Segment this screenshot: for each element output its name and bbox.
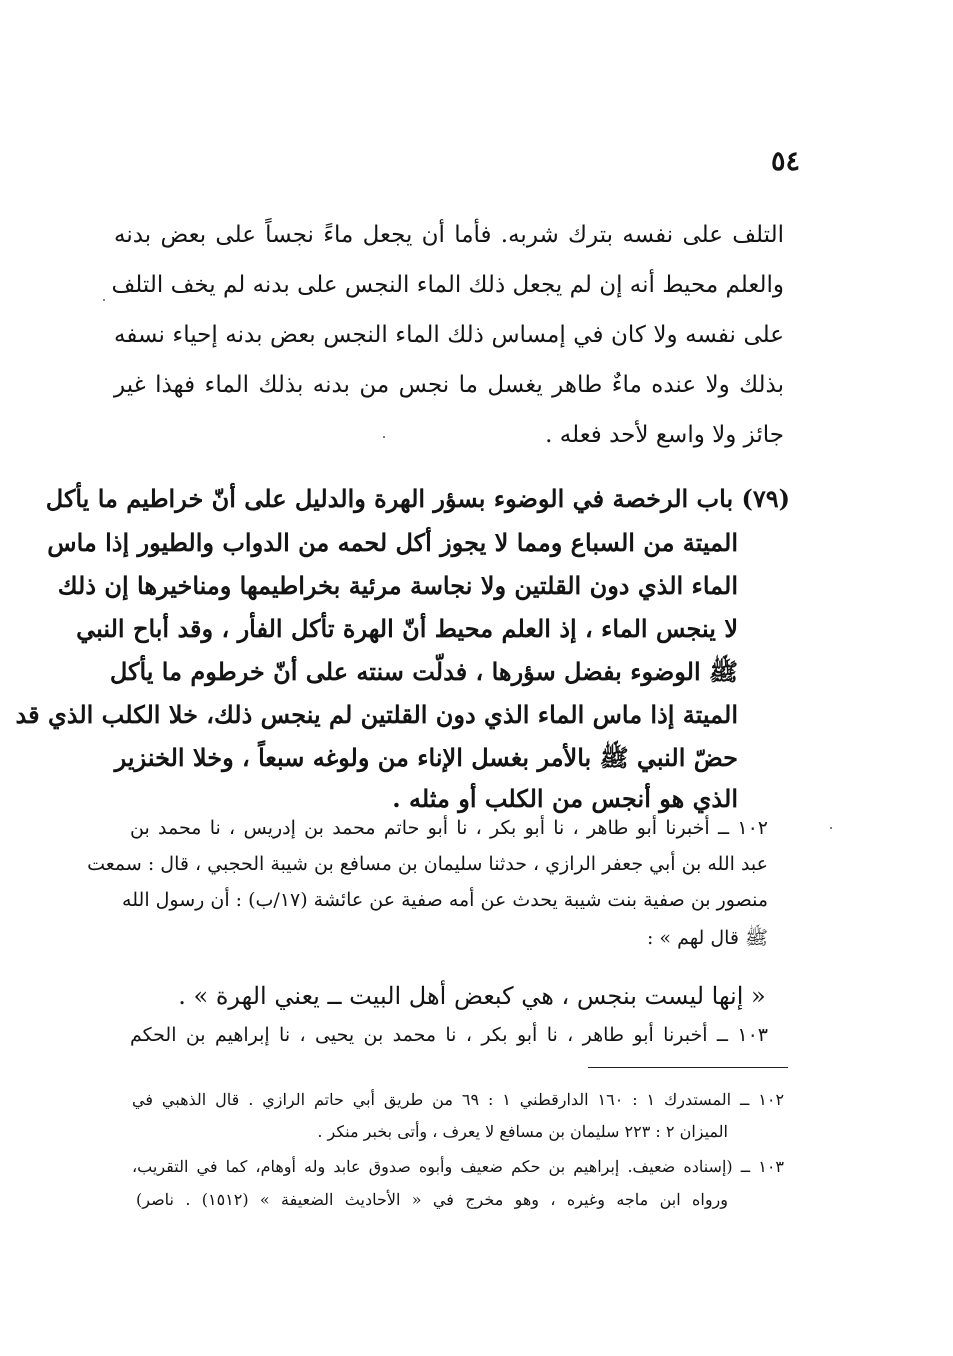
footnote-line: ١٠٢ ــ المستدرك ١ : ١٦٠ الدارقطني ١ : ٦٩ من طريق أبي حاتم الرازي . قال الذهبي في (132, 1090, 785, 1109)
chapter-heading-line: الماء الذي دون القلتين ولا نجاسة مرئية بخراطيمها ومناخيرها إن ذلك (57, 571, 738, 600)
page-number: ٥٤ (770, 146, 800, 177)
footnote-rule (588, 1067, 788, 1068)
body-line: بذلك ولا عنده ماءٌ طاهر يغسل ما نجس من بدنه بذلك الماء فهذا غير (114, 372, 784, 398)
chapter-heading-line: الميتة من السباع ومما لا يجوز أكل لحمه من الدواب والطيور إذا ماس (47, 528, 738, 557)
body-line: والعلم محيط أنه إن لم يجعل ذلك الماء النجس على بدنه لم يخف التلف (111, 272, 784, 298)
chapter-heading-line: (٧٩) باب الرخصة في الوضوء بسؤر الهرة والدليل على أنّ خراطيم ما يأكل (45, 484, 790, 513)
chapter-heading-line: حضّ النبي ﷺ بالأمر بغسل الإناء من ولوغه سبعاً ، وخلا الخنزير (114, 743, 738, 772)
hadith-quote: « إنها ليست بنجس ، هي كبعض أهل البيت ــ يعني الهرة » . (178, 982, 766, 1010)
chapter-heading-line: ﷺ الوضوء بفضل سؤرها ، فدلّت سنته على أنّ خرطوم ما يأكل (109, 657, 738, 686)
hadith-102-line: منصور بن صفية بنت شيبة يحدث عن أمه صفية عن عائشة (١٧/ب) : أن رسول الله (122, 889, 768, 911)
footnote-line: الميزان ٢ : ٢٢٣ سليمان بن مسافع لا يعرف ، وأتى بخبر منكر . (317, 1122, 728, 1141)
chapter-heading-line: الذي هو أنجس من الكلب أو مثله . (392, 784, 738, 813)
body-line: على نفسه ولا كان في إمساس ذلك الماء النجس بعض بدنه إحياء نسفه (114, 322, 784, 348)
footnote-line: ١٠٣ ــ (إسناده ضعيف. إبراهيم بن حكم ضعيف وأبوه صدوق عابد وله أوهام، كما في التقريب، (132, 1157, 784, 1176)
hadith-103-line: ١٠٣ ــ أخبرنا أبو طاهر ، نا أبو بكر ، نا محمد بن يحيى ، نا إبراهيم بن الحكم (130, 1024, 768, 1046)
chapter-heading-line: الميتة إذا ماس الماء الذي دون القلتين لم ينجس ذلك، خلا الكلب الذي قد (15, 700, 738, 729)
chapter-heading-line: لا ينجس الماء ، إذ العلم محيط أنّ الهرة تأكل الفأر ، وقد أباح النبي (76, 614, 738, 643)
hadith-102-line: ١٠٢ ــ أخبرنا أبو طاهر ، نا أبو بكر ، نا أبو حاتم محمد بن إدريس ، نا محمد بن (130, 817, 768, 839)
hadith-102-line: عبد الله بن أبي جعفر الرازي ، حدثنا سليمان بن مسافع بن شيبة الحجبي ، قال : سمعت (87, 853, 768, 875)
body-line: التلف على نفسه بترك شربه. فأما أن يجعل ماءً نجساً على بعض بدنه (114, 222, 784, 248)
hadith-102-line: ﷺ قال لهم » : (646, 927, 768, 949)
body-line: جائز ولا واسع لأحد فعله . (545, 422, 784, 448)
footnote-line: ورواه ابن ماجه وغيره ، وهو مخرج في « الأحاديث الضعيفة » (١٥١٢) . ناصر) (136, 1190, 729, 1209)
